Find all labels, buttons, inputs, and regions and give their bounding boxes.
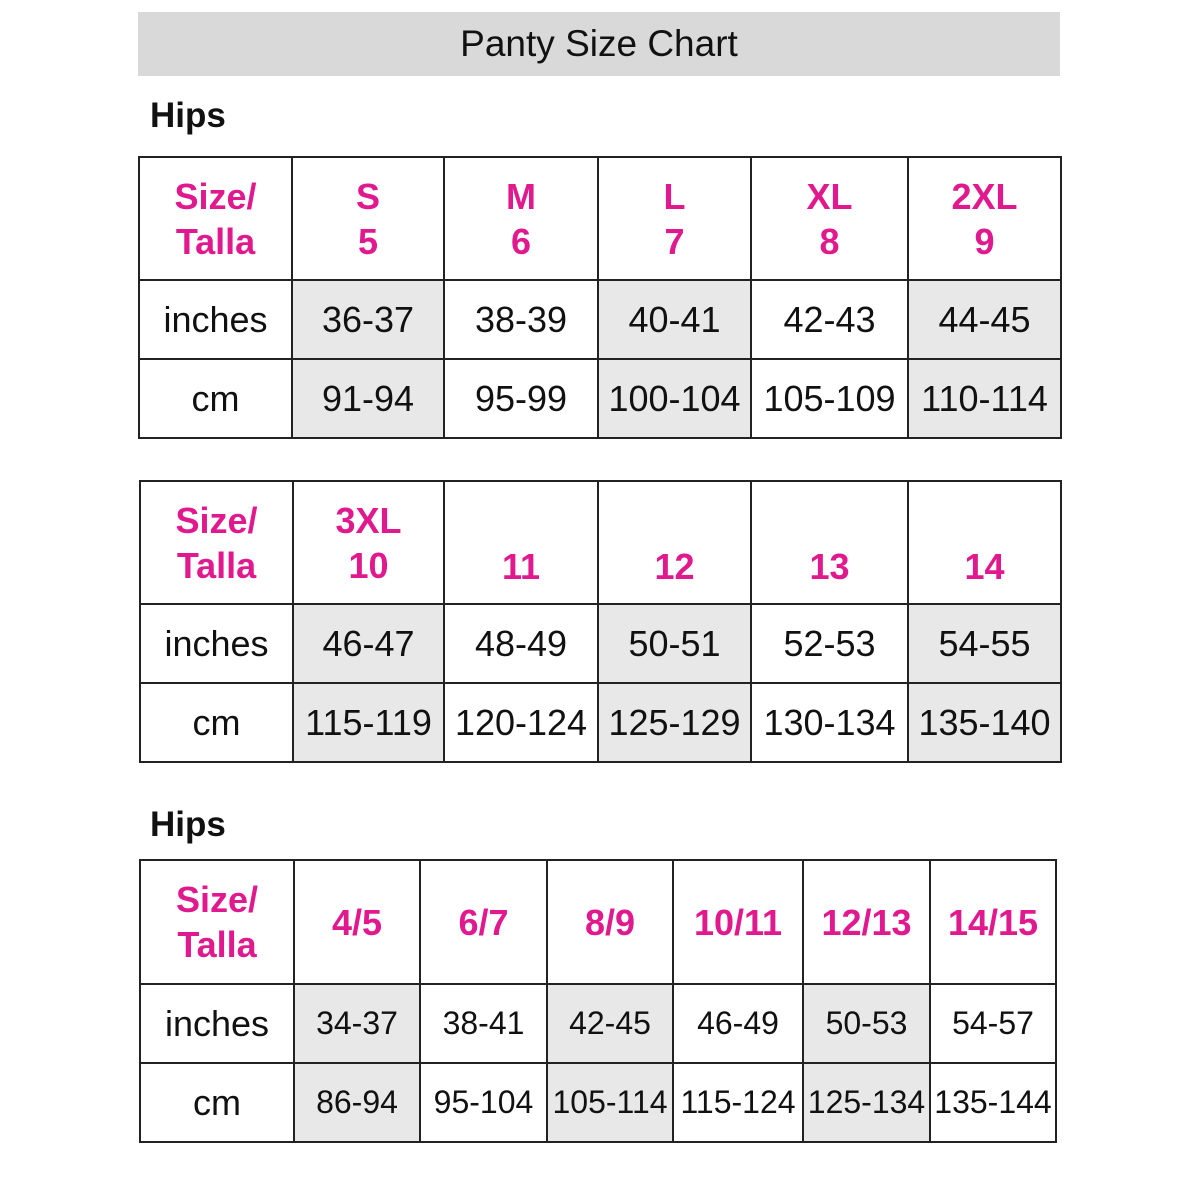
size-table-2 (139, 480, 1062, 763)
table-row-inches (139, 280, 1061, 359)
size-header: XL 8 (751, 157, 908, 280)
unit-label: inches (140, 984, 294, 1063)
table-cell: 42-45 (547, 984, 673, 1063)
size-talla-label: Size/ Talla (140, 860, 294, 984)
size-talla-label: Size/ Talla (140, 481, 293, 604)
size-header: 6/7 (420, 860, 547, 984)
section-label-hips: Hips (150, 96, 226, 135)
table-header-row (140, 860, 1056, 984)
table-cell: 34-37 (294, 984, 420, 1063)
size-header: L 7 (598, 157, 751, 280)
size-header: 13 (751, 481, 908, 604)
table-cell: 105-114 (547, 1063, 673, 1142)
unit-label: cm (140, 683, 293, 762)
table-cell: 105-109 (751, 359, 908, 438)
table-header-row (140, 481, 1061, 604)
table-cell: 46-49 (673, 984, 803, 1063)
table-cell: 130-134 (751, 683, 908, 762)
unit-label: cm (140, 1063, 294, 1142)
size-talla-label: Size/ Talla (139, 157, 292, 280)
size-header: 2XL 9 (908, 157, 1061, 280)
table-cell: 115-124 (673, 1063, 803, 1142)
size-header: M 6 (444, 157, 598, 280)
table-row-cm (140, 683, 1061, 762)
size-header: 4/5 (294, 860, 420, 984)
table-row-inches (140, 984, 1056, 1063)
table-cell: 120-124 (444, 683, 598, 762)
table-cell: 36-37 (292, 280, 444, 359)
table-cell: 42-43 (751, 280, 908, 359)
size-header: 10/11 (673, 860, 803, 984)
table-cell: 50-53 (803, 984, 930, 1063)
table-cell: 135-144 (930, 1063, 1056, 1142)
table-cell: 38-41 (420, 984, 547, 1063)
table-cell: 110-114 (908, 359, 1061, 438)
size-header: 11 (444, 481, 598, 604)
table-cell: 100-104 (598, 359, 751, 438)
section-label-hips: Hips (150, 805, 226, 844)
size-header: 12/13 (803, 860, 930, 984)
size-table-1 (138, 156, 1062, 439)
table-cell: 125-129 (598, 683, 751, 762)
table-cell: 95-104 (420, 1063, 547, 1142)
size-header: 8/9 (547, 860, 673, 984)
table-cell: 38-39 (444, 280, 598, 359)
table-cell: 135-140 (908, 683, 1061, 762)
size-table-3 (139, 859, 1057, 1143)
table-cell: 50-51 (598, 604, 751, 683)
table-cell: 54-57 (930, 984, 1056, 1063)
table-cell: 54-55 (908, 604, 1061, 683)
size-header: 3XL 10 (293, 481, 444, 604)
table-cell: 52-53 (751, 604, 908, 683)
table-cell: 44-45 (908, 280, 1061, 359)
table-row-cm (139, 359, 1061, 438)
size-header: S 5 (292, 157, 444, 280)
table-cell: 40-41 (598, 280, 751, 359)
table-row-cm (140, 1063, 1056, 1142)
table-cell: 91-94 (292, 359, 444, 438)
table-cell: 48-49 (444, 604, 598, 683)
size-header: 14/15 (930, 860, 1056, 984)
table-header-row (139, 157, 1061, 280)
table-cell: 125-134 (803, 1063, 930, 1142)
unit-label: cm (139, 359, 292, 438)
table-row-inches (140, 604, 1061, 683)
table-cell: 46-47 (293, 604, 444, 683)
table-cell: 115-119 (293, 683, 444, 762)
size-header: 12 (598, 481, 751, 604)
unit-label: inches (140, 604, 293, 683)
table-cell: 86-94 (294, 1063, 420, 1142)
table-cell: 95-99 (444, 359, 598, 438)
unit-label: inches (139, 280, 292, 359)
chart-title: Panty Size Chart (138, 12, 1060, 76)
size-header: 14 (908, 481, 1061, 604)
